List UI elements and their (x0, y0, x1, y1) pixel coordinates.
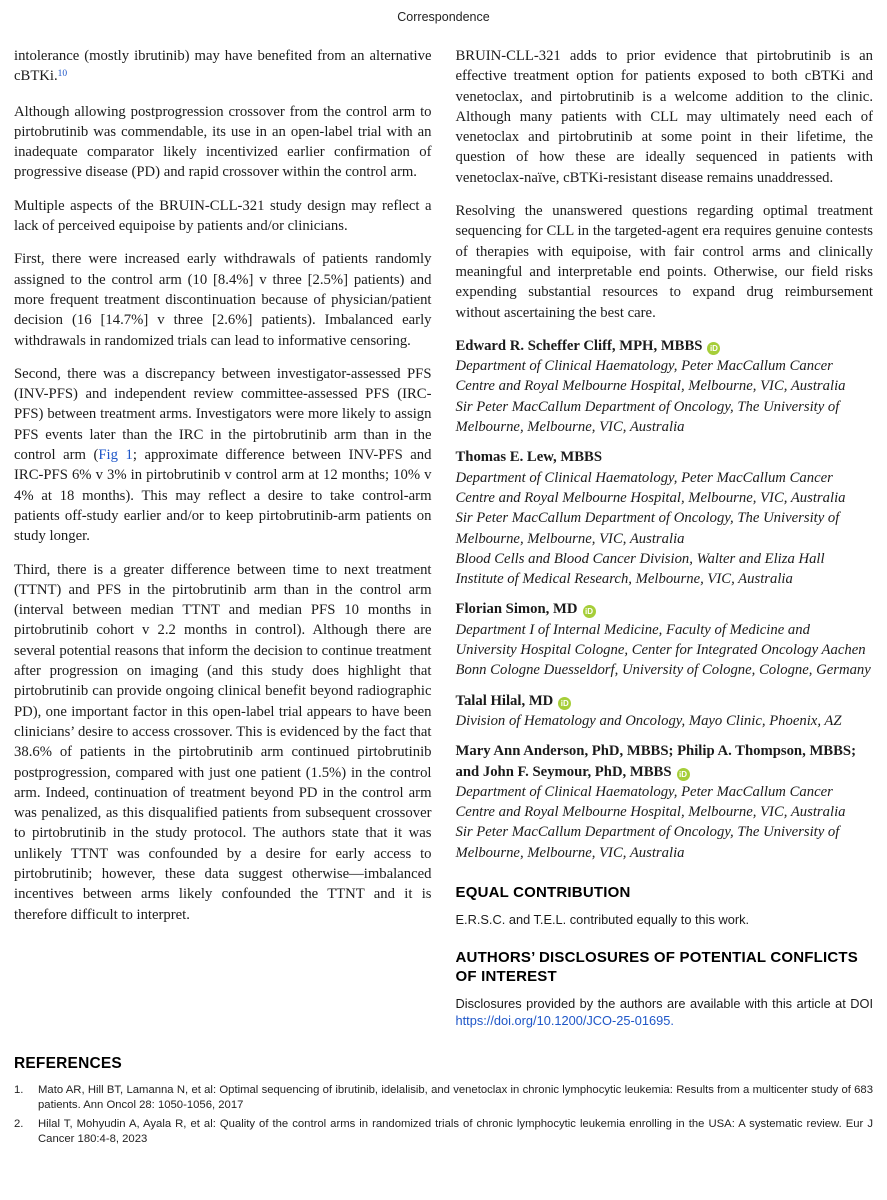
fig1-link[interactable]: Fig 1 (98, 447, 133, 464)
doi-link[interactable]: https://doi.org/10.1200/JCO-25-01695. (455, 1012, 674, 1028)
author-name (456, 599, 874, 619)
orcid-icon[interactable]: iD (558, 697, 571, 710)
right-column (456, 46, 874, 1029)
disclosures-text-body: Disclosures provided by the authors are available with this article at DOI (455, 995, 873, 1011)
body-paragraph: BRUIN-CLL-321 adds to prior evidence that pirtobrutinib is an effective treatment option for patients exposed to both cBTKi and venetoclax, and pirtobrutinib is a welcome addition to the clinic. Although many patients with CLL may ultimately need each of venetoclax and pirtobrutinib at some point in their lifetime, the question of how these are ideally sequenced in patients with venetoclax-naïve, cBTKi-resistant disease remains unaddressed. (455, 48, 873, 186)
author-name-text: Mary Ann Anderson, PhD, MBBS; Philip A. Thompson, MBBS; and John F. Seymour, PhD, MBBS (455, 743, 856, 780)
running-head-label: Correspondence (397, 10, 490, 24)
reference-text: Hilal T, Mohyudin A, Ayala R, et al: Quality of the control arms in randomized trials of chronic lymphocytic leukemia enrolling in the USA: A systematic review. Eur J Cancer 180:4-8, 2023 (38, 1117, 873, 1145)
author-block (456, 691, 874, 732)
author-block (456, 447, 874, 589)
author-block (456, 741, 874, 863)
paragraph-text: ; approximate difference between INV-PFS and IRC-PFS 6% v 3% in pirtobrutinib v control arm at 12 months; 10% v 4% at 18 months). This may reflect a desire to take control-arm patients off-study earlier and/or to keep pirtobrutinib-arm patients on study longer. (14, 447, 432, 545)
paragraph-text: Second, there was a discrepancy between investigator-assessed PFS (INV-PFS) and independent review committee-assessed PFS (IRC-PFS) between treatment arms. Investigators were more likely to assign PFS events later than the IRC in the pirtobrutinib arm than in the control arm ( (14, 365, 432, 464)
author-name-text: Florian Simon, MD (455, 601, 578, 618)
citation-superscript-10[interactable]: 10 (57, 68, 68, 79)
author-affiliation: Department I of Internal Medicine, Faculty of Medicine and University Hospital Cologne, Center for Integrated Oncology Aachen Bonn Cologne Duesseldorf, University of Cologne, Cologne, Germany (455, 621, 871, 679)
reference-item (14, 1117, 873, 1147)
author-affiliation: Sir Peter MacCallum Department of Oncology, The University of Melbourne, Melbourne, VIC, Australia (455, 398, 840, 436)
two-column-layout (14, 46, 873, 1029)
body-paragraph (14, 364, 432, 547)
author-block (456, 599, 874, 680)
references-section (14, 1055, 873, 1147)
author-affiliation: Sir Peter MacCallum Department of Oncology, The University of Melbourne, Melbourne, VIC, Australia (455, 824, 840, 861)
orcid-icon[interactable]: iD (677, 768, 690, 781)
equal-contribution-text: E.R.S.C. and T.E.L. contributed equally to this work. (455, 911, 750, 927)
reference-number: 2. (14, 1117, 24, 1130)
section-heading-equal-contribution: EQUAL CONTRIBUTION (455, 883, 631, 901)
reference-item (14, 1083, 873, 1113)
body-paragraph (14, 46, 432, 89)
section-heading-authors-disclosures: AUTHORS’ DISCLOSURES OF POTENTIAL CONFLICTS OF INTEREST (455, 948, 859, 985)
author-name-text: Talal Hilal, MD (455, 692, 554, 709)
body-paragraph: First, there were increased early withdrawals of patients randomly assigned to the control arm (10 [8.4%] v three [2.5%] patients) and more frequent treatment discontinuation because of physician/patient decision (16 [14.7%] v three [2.6%] patients). Imbalanced early withdrawals in randomized trials can lead to informative censoring. (14, 251, 432, 349)
reference-text: Mato AR, Hill BT, Lamanna N, et al: Optimal sequencing of ibrutinib, idelalisib, and venetoclax in chronic lymphocytic leukemia: Results from a multicenter study of 683 patients. Ann Oncol 28: 1050-1056, 2017 (38, 1083, 873, 1111)
author-name (456, 447, 874, 467)
orcid-icon[interactable]: iD (583, 605, 596, 618)
orcid-icon[interactable]: iD (707, 342, 720, 355)
reference-number: 1. (14, 1083, 24, 1096)
author-name-text: Edward R. Scheffer Cliff, MPH, MBBS (455, 337, 703, 354)
author-affiliation: Department of Clinical Haematology, Peter MacCallum Cancer Centre and Royal Melbourne Hospital, Melbourne, VIC, Australia (455, 469, 846, 506)
running-head (14, 10, 873, 24)
body-paragraph: Resolving the unanswered questions regarding optimal treatment sequencing for CLL in the targeted-agent era requires genuine contests of therapies with equipoise, with fair control arms and clinically meaningful and interpretable end points. Otherwise, our field risks expending substantial resources to expand drug reimbursement without ascertaining the best care. (455, 203, 873, 321)
body-paragraph: Third, there is a greater difference between time to next treatment (TTNT) and PFS in the pirtobrutinib arm than in the control arm (interval between median TTNT and median PFS 10 months in pirtobrutinib cohort v 2.2 months in control). Although there are several potential reasons that inform the decision to continue treatment after progression on imaging (and this study does highlight that pirtobrutinib can provide ongoing clinical benefit beyond radiographic PD), one important factor in this open-label trial appears to have been clinicians’ desire to access crossover. This is evidenced by the fact that 38.6% of patients in the pirtobrutinib arm continued pirtobrutinib postprogression, compared with just one patient (1.5%) in the control arm. Indeed, continuation of treatment beyond PD in the control arm was penalized, as this disqualified patients from subsequent crossover to pirtobrutinib in the study protocol. The authors state that it was unlikely TTNT was confounded by a desire for early access to pirtobrutinib; however, these data suggest otherwise—imbalanced incentives between arms likely confounded the TTNT and it is therefore difficult to interpret. (14, 561, 432, 923)
author-affiliation: Division of Hematology and Oncology, Mayo Clinic, Phoenix, AZ (455, 712, 842, 729)
author-name (456, 336, 874, 356)
references-heading: REFERENCES (14, 1054, 122, 1072)
author-name (456, 691, 874, 711)
disclosures-text (456, 995, 874, 1029)
author-name (456, 741, 874, 782)
author-affiliation: Department of Clinical Haematology, Peter MacCallum Cancer Centre and Royal Melbourne Hospital, Melbourne, VIC, Australia (455, 783, 846, 821)
left-column (14, 46, 432, 925)
author-affiliation: Sir Peter MacCallum Department of Oncology, The University of Melbourne, Melbourne, VIC, Australia (455, 510, 840, 547)
author-block (456, 336, 874, 437)
author-name-text: Thomas E. Lew, MBBS (455, 449, 602, 466)
body-paragraph: Multiple aspects of the BRUIN-CLL-321 study design may reflect a lack of perceived equipoise by patients and/or clinicians. (14, 197, 432, 235)
author-affiliation: Department of Clinical Haematology, Peter MacCallum Cancer Centre and Royal Melbourne Hospital, Melbourne, VIC, Australia (455, 358, 846, 395)
author-affiliation: Blood Cells and Blood Cancer Division, Walter and Eliza Hall Institute of Medical Research, Melbourne, VIC, Australia (455, 550, 825, 588)
paragraph-text: intolerance (mostly ibrutinib) may have benefited from an alternative cBTKi. (14, 48, 432, 85)
body-paragraph: Although allowing postprogression crossover from the control arm to pirtobrutinib was commendable, its use in an open-label trial with an inadequate comparator likely incentivized earlier confirmation of progressive disease (PD) and rapid crossover within the control arm. (14, 103, 432, 181)
